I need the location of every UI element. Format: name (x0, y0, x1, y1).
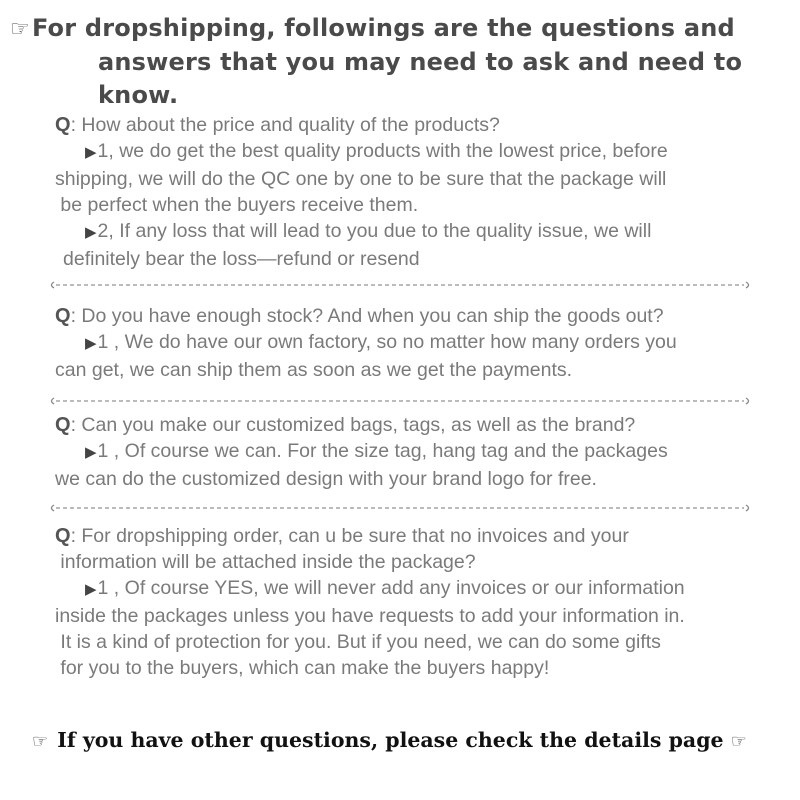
question (55, 303, 785, 329)
answer-line: It is a kind of protection for you. But if you need, we can do some gifts (55, 631, 661, 653)
answer-line: we can do the customized design with your brand logo for free. (55, 468, 597, 490)
answer-line: definitely bear the loss—refund or resend (63, 248, 420, 270)
q-marker: Q (55, 305, 71, 327)
answer-line: can get, we can ship them as soon as we get the payments. (55, 359, 573, 381)
question (55, 412, 785, 438)
dashed-divider (48, 396, 752, 406)
page-title (10, 12, 795, 112)
question (55, 112, 785, 138)
question (55, 523, 785, 549)
answer-line: shipping, we will do the QC one by one to be sure that the package will (55, 168, 667, 190)
dashed-divider (48, 280, 752, 290)
answer-line: for you to the buyers, which can make the buyers happy! (55, 657, 550, 679)
footer-text: If you have other questions, please check the details page (57, 728, 724, 752)
faq-item-2 (55, 303, 785, 383)
title-text-1: For dropshipping, followings are the questions and (31, 14, 735, 42)
answer-text: 2, If any loss that will lead to you due to the quality issue, we will (97, 220, 652, 242)
question-text: : Can you make our customized bags, tags, as well as the brand? (70, 414, 636, 436)
answer-line (55, 575, 785, 603)
answer-line (55, 218, 785, 246)
answer-text: 1 , Of course we can. For the size tag, hang tag and the packages (97, 440, 668, 462)
triangle-bullet-icon: ▶ (85, 444, 97, 461)
answer-text: 1 , We do have our own factory, so no matter how many orders you (97, 331, 677, 353)
faq-item-1 (55, 112, 785, 272)
question-line: information will be attached inside the package? (55, 551, 476, 573)
answer-text: 1, we do get the best quality products with the lowest price, before (97, 140, 668, 162)
title-line-1 (10, 12, 795, 46)
pointing-hand-icon: ☞ (32, 731, 49, 752)
q-marker: Q (55, 525, 71, 547)
title-line-2: answers that you may need to ask and need to know. (98, 48, 743, 109)
footer-note (32, 728, 772, 752)
pointing-hand-icon: ☞ (730, 731, 747, 752)
triangle-bullet-icon: ▶ (85, 144, 97, 161)
question-text: : How about the price and quality of the products? (70, 114, 500, 136)
answer-text: 1 , Of course YES, we will never add any invoices or our information (97, 577, 685, 599)
answer-line (55, 329, 785, 357)
triangle-bullet-icon: ▶ (85, 581, 97, 598)
faq-item-3 (55, 412, 785, 492)
answer-line: inside the packages unless you have requests to add your information in. (55, 605, 685, 627)
faq-item-4 (55, 523, 785, 681)
q-marker: Q (55, 414, 71, 436)
q-marker: Q (55, 114, 71, 136)
question-text: : For dropshipping order, can u be sure that no invoices and your (70, 525, 629, 547)
triangle-bullet-icon: ▶ (85, 224, 97, 241)
answer-line (55, 438, 785, 466)
answer-line: be perfect when the buyers receive them. (55, 194, 419, 216)
triangle-bullet-icon: ▶ (85, 335, 97, 352)
dashed-divider (48, 503, 752, 513)
answer-line (55, 138, 785, 166)
pointing-hand-icon: ☞ (10, 17, 30, 42)
question-text: : Do you have enough stock? And when you can ship the goods out? (70, 305, 664, 327)
